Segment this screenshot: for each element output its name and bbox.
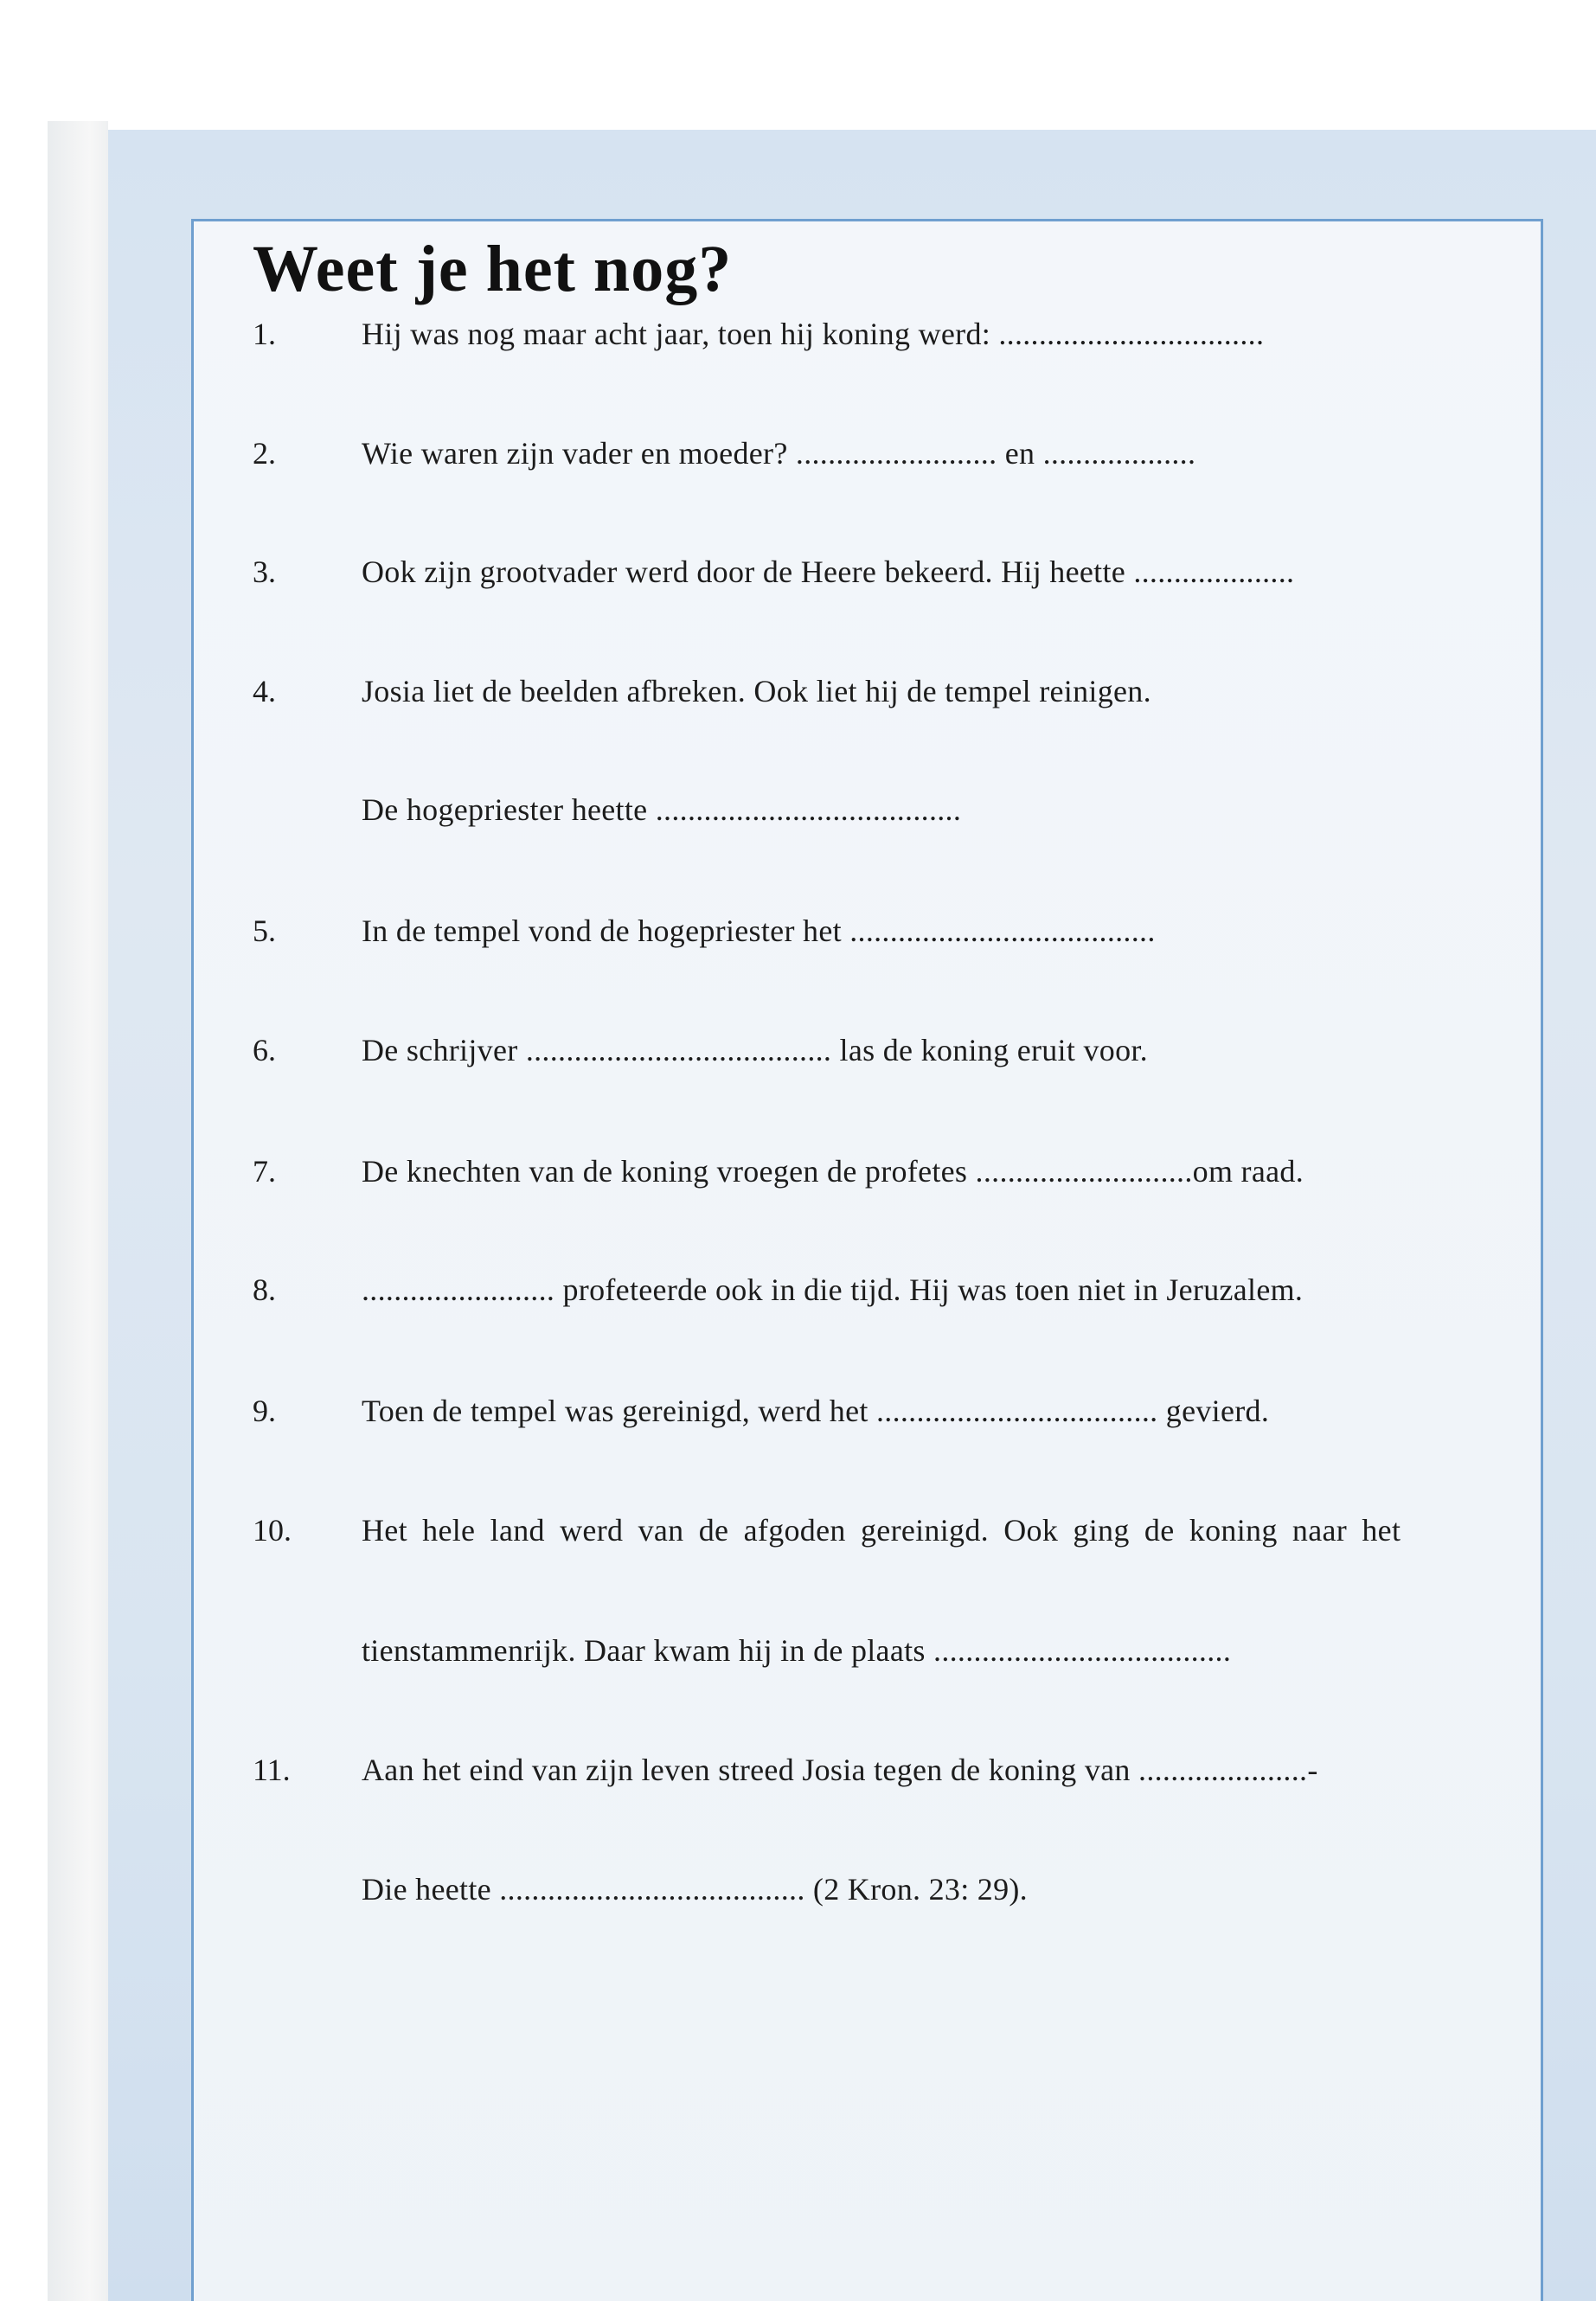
question-10-text: Het hele land werd van de afgoden gereinigd. Ook ging de koning naar het [362,1513,1401,1548]
question-7-text: De knechten van de koning vroegen de profetes ...........................om raad. [362,1154,1304,1189]
question-number: 9. [253,1394,276,1428]
question-11-text: Aan het eind van zijn leven streed Josia tegen de koning van .....................- [362,1753,1318,1787]
worksheet-title: Weet je het nog? [253,233,733,305]
question-8-text: ........................ profeteerde ook in die tijd. Hij was toen niet in Jeruzalem. [362,1272,1304,1307]
question-number: 6. [253,1033,276,1067]
question-4-text: Josia liet de beelden afbreken. Ook liet hij de tempel reinigen. [362,674,1151,708]
question-number: 10. [253,1513,292,1548]
worksheet-frame [191,219,1543,2301]
question-5-text: In de tempel vond de hogepriester het ...................................... [362,913,1156,948]
question-number: 3. [253,554,276,589]
question-number: 11. [253,1753,291,1787]
question-11-text-line2: Die heette ...................................... (2 Kron. 23: 29). [362,1872,1028,1907]
question-6-text: De schrijver ...................................... las de koning eruit voor. [362,1033,1148,1067]
question-number: 8. [253,1272,276,1307]
question-4-text-line2: De hogepriester heette ...................................... [362,792,962,827]
question-1-text: Hij was nog maar acht jaar, toen hij koning werd: ................................. [362,317,1265,351]
question-number: 4. [253,674,276,708]
question-2-text: Wie waren zijn vader en moeder? ......................... en ................... [362,436,1196,471]
question-number: 1. [253,317,276,351]
question-9-text: Toen de tempel was gereinigd, werd het ................................... gevierd. [362,1394,1270,1428]
question-number: 7. [253,1154,276,1189]
question-3-text: Ook zijn grootvader werd door de Heere bekeerd. Hij heette .................... [362,554,1295,589]
question-10-text-line2: tienstammenrijk. Daar kwam hij in de plaats ..................................... [362,1633,1232,1668]
question-number: 2. [253,436,276,471]
question-number: 5. [253,913,276,948]
